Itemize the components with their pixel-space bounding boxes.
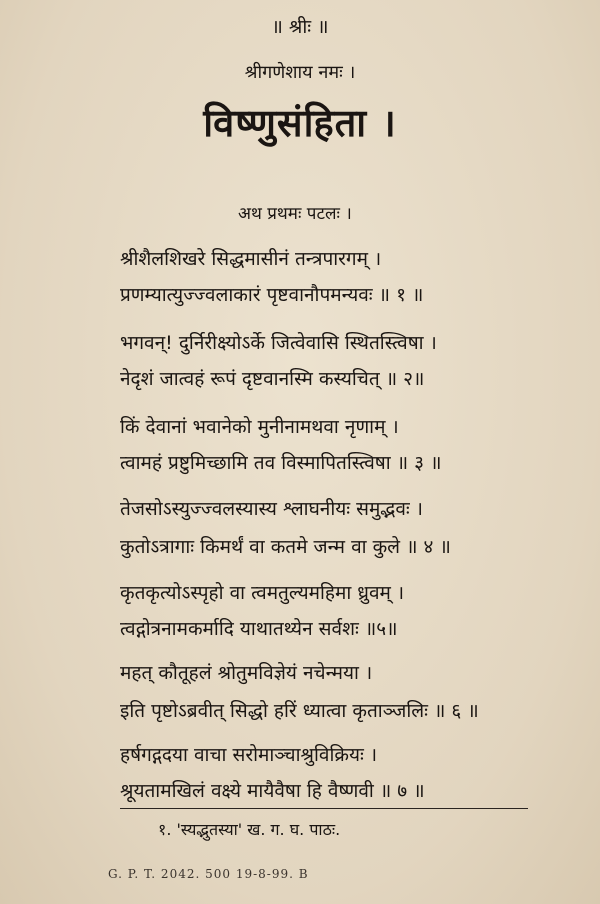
verse-line: नेदृशं जात्वहं रूपं दृष्टवानस्मि कस्यचित् ॥ २॥ — [120, 368, 425, 390]
page-title: विष्णुसंहिता । — [203, 101, 397, 145]
salutation-line: श्रीगणेशाय नमः । — [244, 62, 356, 83]
chapter-heading: अथ प्रथमः पटलः । — [238, 204, 352, 224]
verse-line: त्वद्गोत्रनामकर्मादि याथातथ्येन सर्वशः ॥५॥ — [120, 618, 398, 640]
verse-line: कृतकृत्योऽस्पृहो वा त्वमतुल्यमहिमा ध्रुवम् । — [120, 582, 405, 604]
verse-line: भगवन्! दुर्निरीक्ष्योऽर्के जित्वेवासि स्थितस्त्विषा । — [120, 332, 437, 354]
verse-line: तेजसोऽस्युज्ज्वलस्यास्य श्लाघनीयः समुद्भवः । — [120, 498, 424, 520]
invocation-header: ॥ श्रीः ॥ — [271, 16, 329, 38]
verse-line: श्रूयतामखिलं वक्ष्ये मायैवैषा हि वैष्णवी ॥ ७ ॥ — [120, 780, 425, 802]
verse-line: प्रणम्यात्युज्ज्वलाकारं पृष्टवानौपमन्यवः ॥ १ ॥ — [120, 284, 424, 306]
verse-line: महत् कौतूहलं श्रोतुमविज्ञेयं नचेन्मया । — [120, 662, 373, 684]
printer-imprint: G. P. T. 2042. 500 19-8-99. B — [108, 867, 309, 881]
verse-line: कुतोऽत्रागाः किमर्थं वा कतमे जन्म वा कुले ॥ ४ ॥ — [120, 536, 451, 558]
verse-line: त्वामहं प्रष्टुमिच्छामि तव विस्मापितस्त्विषा ॥ ३ ॥ — [120, 452, 442, 474]
footnote: १. 'स्यद्भुतस्या' ख. ग. घ. पाठः. — [158, 820, 341, 839]
footnote-divider — [120, 808, 528, 809]
verse-line: किं देवानां भवानेको मुनीनामथवा नृणाम् । — [120, 416, 399, 438]
verse-line: श्रीशैलशिखरे सिद्धमासीनं तन्त्रपारगम् । — [120, 248, 382, 270]
verse-line: हर्षगद्गदया वाचा सरोमाञ्चाश्रुविक्रियः । — [120, 744, 378, 766]
verse-line: इति पृष्टोऽब्रवीत् सिद्धो हरिं ध्यात्वा कृताञ्जलिः ॥ ६ ॥ — [120, 700, 479, 722]
